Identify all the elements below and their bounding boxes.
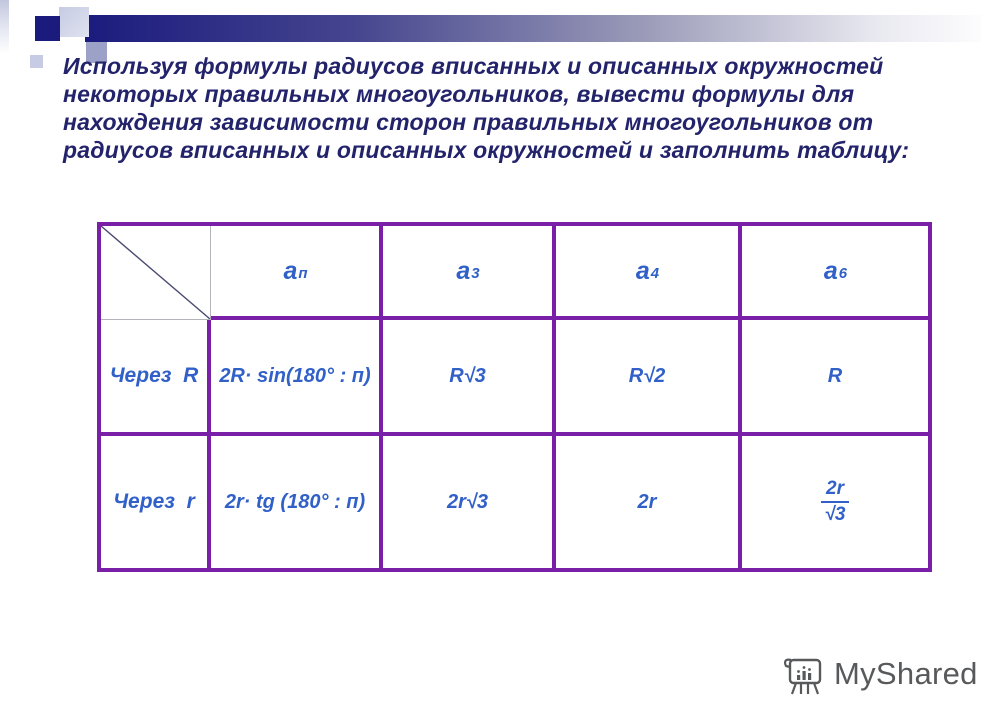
table-corner-diagonal-cell <box>101 226 211 320</box>
title-line: некоторых правильных многоугольников, вывести формулы для <box>63 81 855 107</box>
slide-title <box>63 52 953 164</box>
cell-a6-r <box>742 436 928 568</box>
cell-an-R: 2R· sin(180° : п) <box>211 320 383 436</box>
cell-a3-R: R√3 <box>383 320 556 436</box>
row-label-through-R: Через R <box>101 320 211 436</box>
header-base: a <box>635 256 650 285</box>
header-sub: 4 <box>650 264 660 282</box>
deco-square-light <box>59 7 89 37</box>
cell-an-r: 2r· tg (180° : п) <box>211 436 383 568</box>
title-line: нахождения зависимости сторон правильных многоугольников от <box>63 109 874 135</box>
cell-a4-r: 2r <box>556 436 742 568</box>
diagonal-line <box>101 226 210 319</box>
column-header-a4 <box>556 226 742 320</box>
myshared-brand-text: MyShared <box>834 656 978 691</box>
deco-square-small <box>30 55 43 68</box>
fraction-denominator: √3 <box>821 501 849 525</box>
fraction-2r-over-sqrt3 <box>821 479 849 525</box>
cell-a3-r: 2r√3 <box>383 436 556 568</box>
header-base: a <box>456 256 471 285</box>
title-line: Используя формулы радиусов вписанных и описанных окружностей <box>63 53 884 79</box>
header-sub: п <box>298 264 308 282</box>
deco-left-strip <box>0 0 9 54</box>
fraction-numerator: 2r <box>826 478 844 500</box>
column-header-a3 <box>383 226 556 320</box>
deco-gradient-bar <box>85 15 982 42</box>
formulas-table <box>97 222 932 572</box>
title-line: радиусов вписанных и описанных окружностей и заполнить таблицу: <box>63 137 910 163</box>
deco-square-dark <box>35 16 60 41</box>
header-base: a <box>823 256 838 285</box>
column-header-an <box>211 226 383 320</box>
myshared-watermark <box>780 648 978 700</box>
header-base: a <box>283 256 298 285</box>
cell-a6-R: R <box>742 320 928 436</box>
header-sub: 6 <box>838 264 848 282</box>
cell-a4-R: R√2 <box>556 320 742 436</box>
row-label-through-r: Через r <box>101 436 211 568</box>
column-header-a6 <box>742 226 928 320</box>
header-sub: 3 <box>471 264 480 282</box>
myshared-logo-icon <box>780 650 828 698</box>
